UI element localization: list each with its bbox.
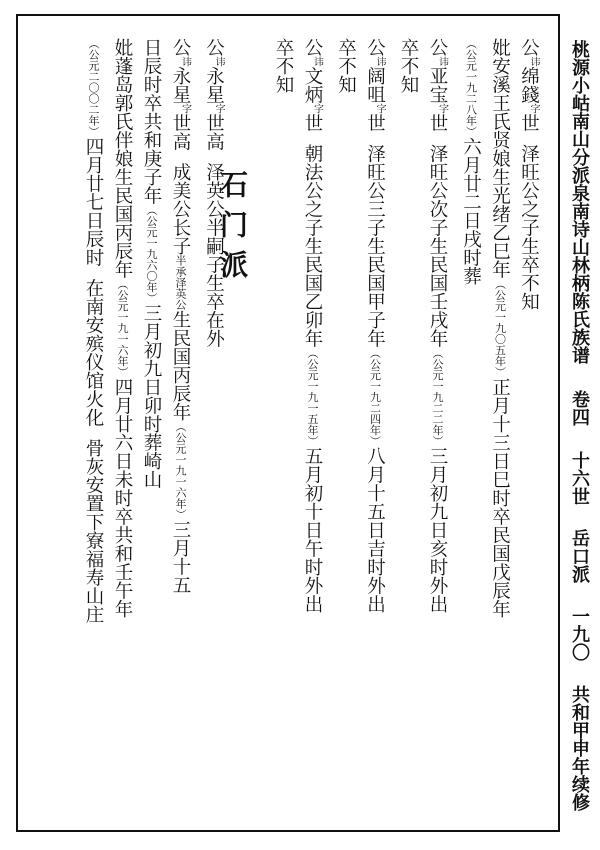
entry-line: 公讳阔咀字世泽旺公三子生民国甲子年（公元一九二四年）八月十五日吉时外出 [364,38,386,613]
entry-line: 公讳绵錢字世泽旺公之子生卒不知 [518,38,540,311]
entry-line: 公讳永星字世高成美公长子半承泽英公生民国丙辰年（公元一九一六年）三月十五 [170,38,191,594]
genealogy-title: 桃源小岵南山分派泉南诗山林柄陈氏族谱 [569,40,590,364]
entry-line: 公讳亚宝字世泽旺公次子生民国壬戌年（公元一九二二年）三月初九日亥时外出 [427,38,448,613]
entry-line: （公元一九二八年）六月廿二日戌时葬 [460,38,482,285]
entry-line: 公讳永星字世高泽英公半嗣子生卒在外 [203,38,225,348]
entry-line: 卒不知 [273,38,294,94]
branch-label: 岳口派 [569,528,590,583]
volume-label: 卷四 [569,390,590,427]
entry-line: 卒不知 [335,38,357,94]
entry-line: 卒不知 [398,38,419,94]
entry-line: 妣蓬岛郭氏伴娘生民国丙辰年（公元一九一六年）四月廿六日未时卒共和壬午年 [112,38,133,618]
genealogy-body [79,38,548,828]
entry-line: 日辰时卒共和庚子年（公元一九六〇年）三月初九日卯时葬崎山 [141,38,162,489]
entry-line: 妣安溪王氏贤娘生光绪乙巳年（公元一九〇五年）正月十三日巳时卒民国戊辰年 [489,38,511,618]
page-number: 一九〇 [569,607,590,662]
section-title: 石门派 [216,170,249,290]
generation-label: 十六世 [569,450,590,505]
page-header [562,40,596,812]
entry-line: （公元二〇〇二年）四月廿七日辰时在南安殡仪馆火化骨灰安置下寮福寿山庄 [83,38,104,624]
entry-line: 公讳文炳字世朝法公之子生民国乙卯年（公元一九一五年）五月初十日午时外出 [302,38,323,613]
edition-label: 共和甲申年续修 [569,685,590,812]
